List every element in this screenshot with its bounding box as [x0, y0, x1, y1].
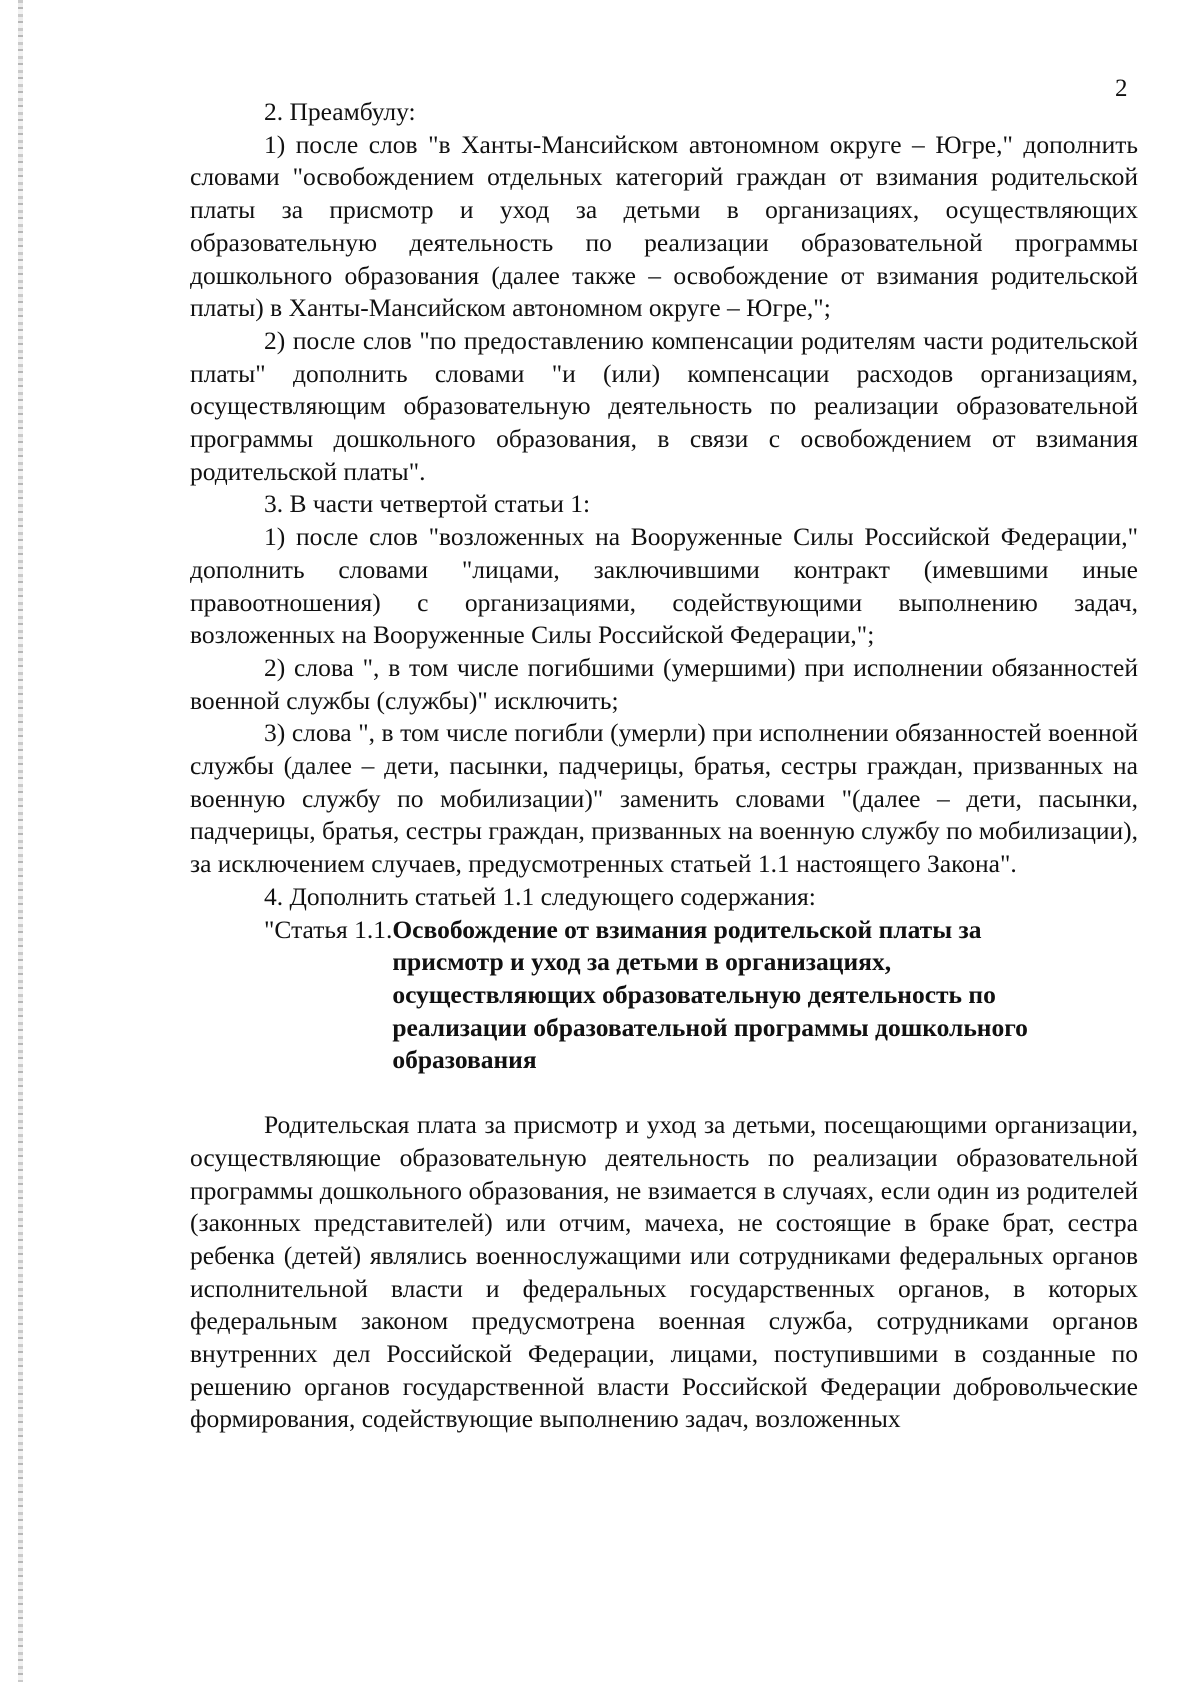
article-paragraph: Родительская плата за присмотр и уход за детьми, посещающими организации, осуществляющие образовательную деятельность по реализации образовательной программы дошкольного образования, не взимается в случаях, если один из родителей (законных представителей) или отчим, мачеха, не состоящие в браке брат, сестра ребенка (детей) являлись военнослужащими или сотрудниками федеральных органов исполнительной власти и федеральных государственных органов, в которых федеральным законом предусмотрена военная служба, сотрудниками органов внутренних дел Российской Федерации, лицами, поступившими в созданные по решению органов государственной власти Российской Федерации добровольческие формирования, содействующие выполнению задач, возложенных [190, 1110, 1138, 1434]
paragraph-spacer [190, 1077, 1138, 1109]
amendment-item-2: 2. Преамбулу: [264, 97, 416, 126]
page-number: 2 [1115, 75, 1128, 102]
amendment-item-3: 3. В части четвертой статьи 1: [264, 489, 591, 519]
amendment-subitem-3-3: 3) слова ", в том числе погибли (умерли) при исполнении обязанностей военной службы (далее – дети, пасынки, падчерицы, братья, сестры граждан, призванных на военную службу по мобилизации)" заменить словами "(далее – дети, пасынки, падчерицы, братья, сестры граждан, призванных на военную службу по мобилизации), за исключением случаев, предусмотренных статьей 1.1 настоящего Закона". [190, 718, 1138, 879]
amendment-item-4: 4. Дополнить статьей 1.1 следующего содержания: [264, 881, 816, 911]
article-title: Освобождение от взимания родительской платы за присмотр и уход за детьми в организациях, осуществляющих образовательную деятельность по реализации образовательной программы дошкольного образования [392, 914, 1028, 1075]
amendment-subitem-2-1: 1) после слов "в Ханты-Мансийском автономном округе – Югре," дополнить словами "освобождением отдельных категорий граждан от взимания родительской платы за присмотр и уход за детьми в организациях, осуществляющих образовательную деятельность по реализации образовательной программы дошкольного образования (далее также – освобождение от взимания родительской платы) в Ханты-Мансийском автономном округе – Югре,"; [190, 129, 1138, 323]
amendment-subitem-3-1: 1) после слов "возложенных на Вооруженные Силы Российской Федерации," дополнить словами "лицами, заключившими контракт (имевшими иные правоотношения) с организациями, содействующими выполнению задач, возложенных на Вооруженные Силы Российской Федерации,"; [190, 522, 1138, 650]
article-number: "Статья 1.1. [264, 914, 393, 944]
article-heading [190, 914, 1138, 1078]
document-body [190, 96, 1138, 1436]
amendment-subitem-2-2: 2) после слов "по предоставлению компенсации родителям части родительской платы" дополнить словами "и (или) компенсации расходов организациям, осуществляющим образовательную деятельность по реализации образовательной программы дошкольного образования, в связи с освобождением от взимания родительской платы". [190, 325, 1138, 486]
amendment-subitem-3-2: 2) слова ", в том числе погибшими (умершими) при исполнении обязанностей военной службы (службы)" исключить; [190, 652, 1138, 715]
scanned-page-left-edge [18, 0, 23, 1682]
